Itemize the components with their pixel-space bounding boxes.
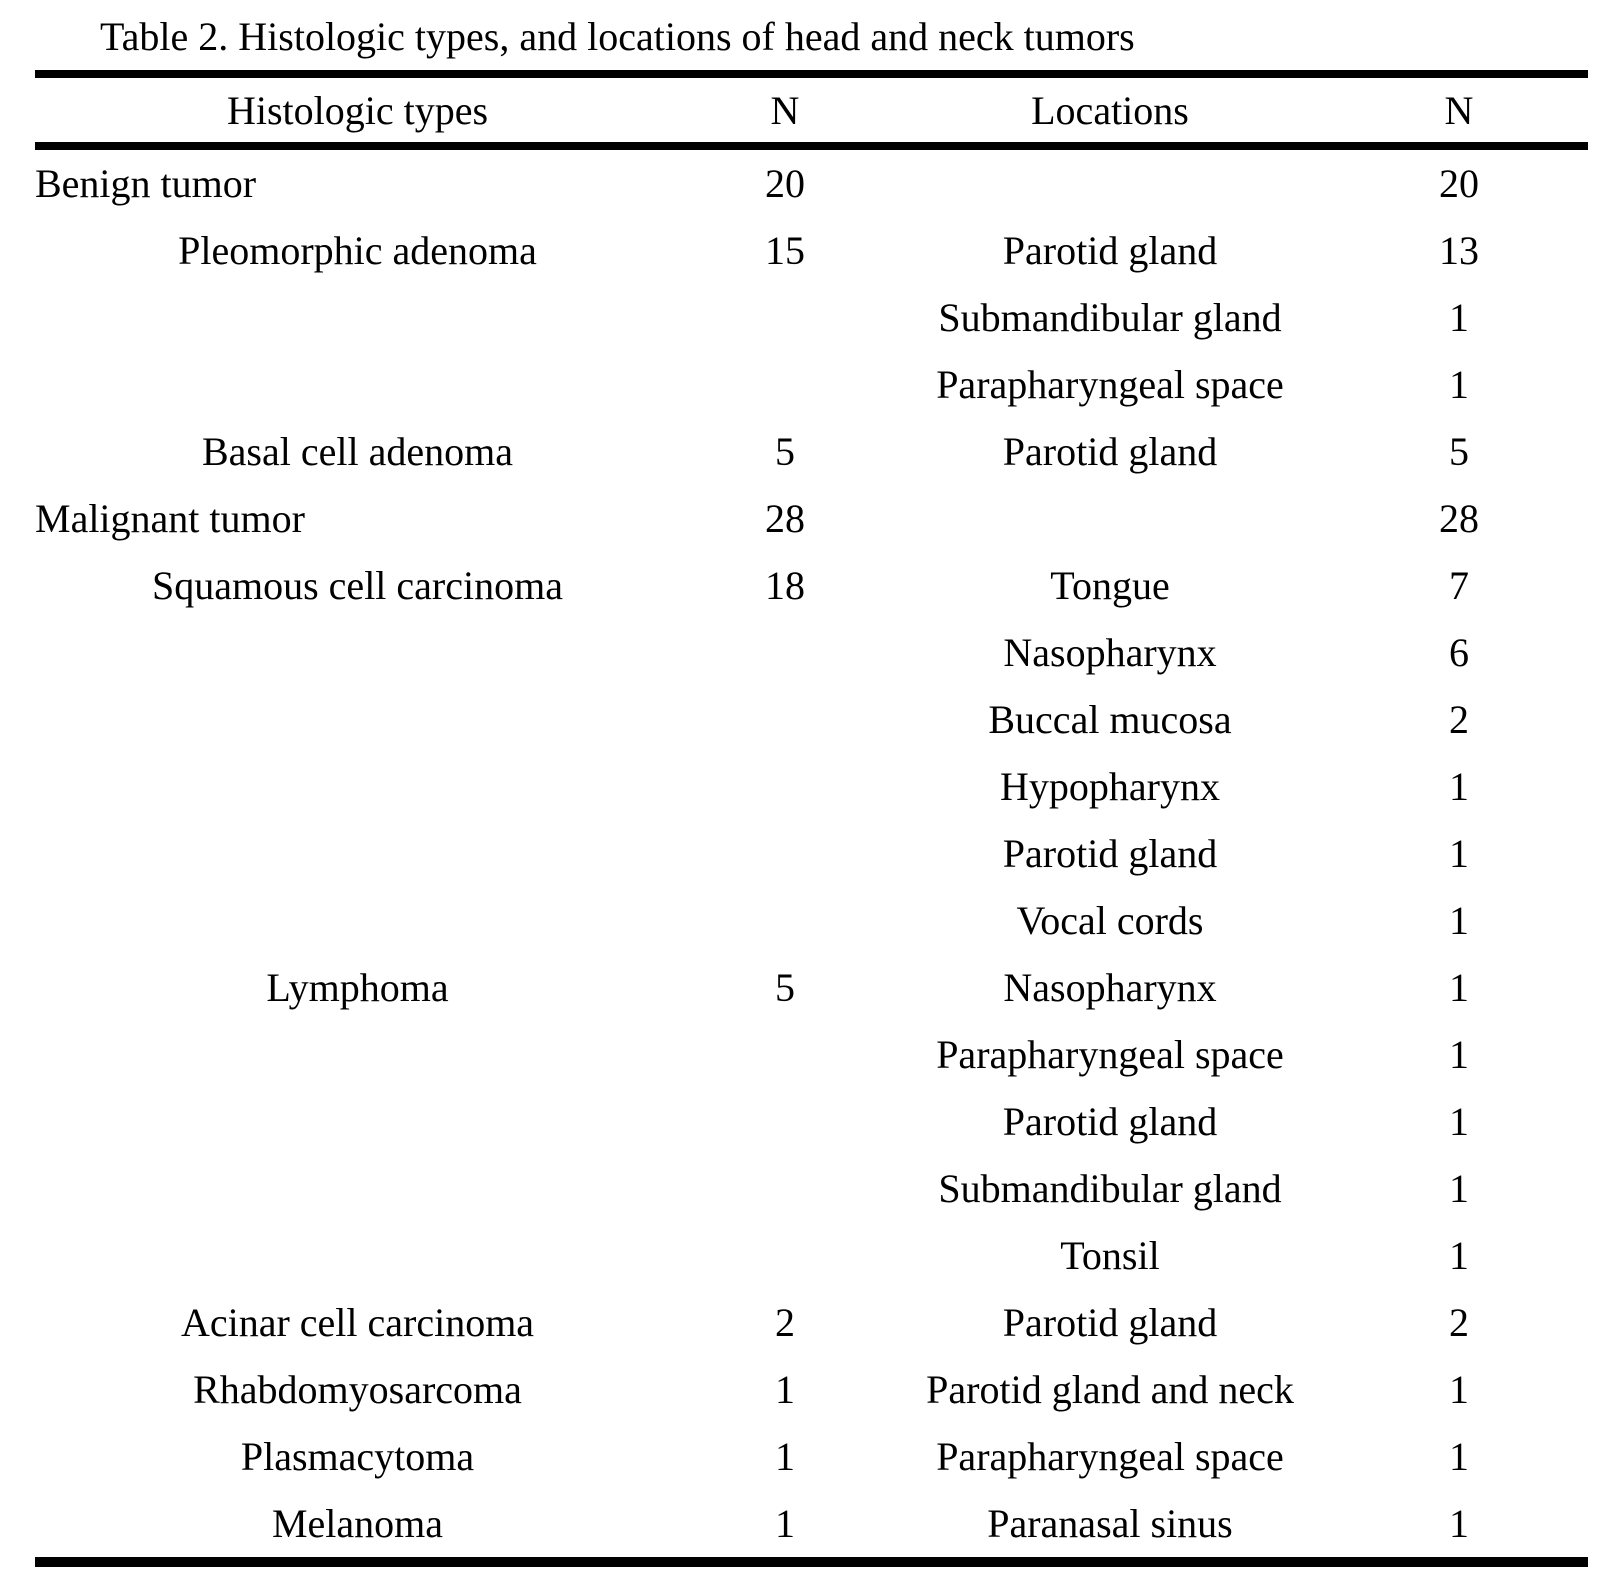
cell-location: Parotid gland: [1002, 228, 1218, 273]
cell-n: [680, 686, 890, 753]
table-row: [35, 1289, 1588, 1356]
cell-histologic-type: [35, 1088, 680, 1155]
cell-location: Parotid gland: [1002, 429, 1218, 474]
column-header-n: N: [770, 87, 800, 133]
table-row: [35, 552, 1588, 619]
cell-location-n: 1: [1449, 1032, 1469, 1077]
cell-location: Submandibular gland: [938, 1166, 1282, 1211]
cell-location: Paranasal sinus: [987, 1501, 1233, 1546]
cell-location-n: 20: [1439, 161, 1479, 206]
table-row: [35, 1490, 1588, 1562]
cell-location-n: 1: [1449, 1233, 1469, 1278]
table-row: [35, 284, 1588, 351]
table-row: [35, 686, 1588, 753]
cell-location: Parapharyngeal space: [936, 1434, 1284, 1479]
cell-location: Tongue: [1050, 563, 1170, 608]
cell-n: [680, 1222, 890, 1289]
cell-n: 1: [775, 1367, 795, 1412]
cell-location: [890, 146, 1330, 217]
cell-n: 1: [775, 1501, 795, 1546]
cell-n: 28: [765, 496, 805, 541]
table-row: [35, 820, 1588, 887]
cell-histologic-type: Malignant tumor: [35, 496, 305, 541]
table-row: [35, 954, 1588, 1021]
cell-histologic-type: Rhabdomyosarcoma: [193, 1367, 522, 1412]
cell-n: [680, 1021, 890, 1088]
table-row: [35, 351, 1588, 418]
cell-n: 18: [765, 563, 805, 608]
table-row: [35, 1356, 1588, 1423]
cell-histologic-type: [35, 887, 680, 954]
table-row: [35, 1088, 1588, 1155]
cell-n: 1: [775, 1434, 795, 1479]
table-row: [35, 485, 1588, 552]
cell-histologic-type: [35, 351, 680, 418]
cell-histologic-type: Benign tumor: [35, 161, 257, 206]
cell-histologic-type: Lymphoma: [266, 965, 449, 1010]
cell-location: Nasopharynx: [1003, 965, 1217, 1010]
histology-table: [35, 70, 1588, 1567]
table-row: [35, 418, 1588, 485]
cell-n: [680, 887, 890, 954]
cell-location-n: 1: [1449, 1501, 1469, 1546]
cell-location-n: 1: [1449, 764, 1469, 809]
cell-n: 15: [765, 228, 805, 273]
cell-histologic-type: [35, 820, 680, 887]
table-row: [35, 887, 1588, 954]
cell-n: [680, 753, 890, 820]
cell-location-n: 13: [1439, 228, 1479, 273]
cell-histologic-type: Basal cell adenoma: [202, 429, 513, 474]
column-header-histologic-types: Histologic types: [226, 87, 489, 133]
cell-n: [680, 1155, 890, 1222]
cell-n: 2: [775, 1300, 795, 1345]
table-row: [35, 146, 1588, 217]
column-header-locations: Locations: [1031, 87, 1189, 133]
table-title: Table 2. Histologic types, and locations of head and neck tumors: [100, 14, 1135, 59]
table-body: [35, 146, 1588, 1562]
table-row: [35, 1222, 1588, 1289]
cell-location: Parotid gland: [1002, 831, 1218, 876]
cell-location: Parotid gland and neck: [926, 1367, 1294, 1412]
cell-histologic-type: Squamous cell carcinoma: [152, 563, 563, 608]
cell-location: Vocal cords: [1016, 898, 1204, 943]
cell-location-n: 1: [1449, 295, 1469, 340]
cell-n: [680, 284, 890, 351]
cell-location-n: 1: [1449, 1434, 1469, 1479]
cell-histologic-type: [35, 1222, 680, 1289]
column-header-n2: N: [1444, 87, 1474, 133]
cell-location-n: 28: [1439, 496, 1479, 541]
table-header-row: [35, 74, 1588, 146]
table-row: [35, 753, 1588, 820]
cell-histologic-type: [35, 619, 680, 686]
cell-location: Parapharyngeal space: [936, 1032, 1284, 1077]
cell-location-n: 6: [1449, 630, 1469, 675]
cell-histologic-type: [35, 1021, 680, 1088]
cell-location-n: 7: [1449, 563, 1469, 608]
cell-histologic-type: Melanoma: [271, 1501, 444, 1546]
cell-histologic-type: Acinar cell carcinoma: [180, 1300, 535, 1345]
cell-location-n: 1: [1449, 362, 1469, 407]
cell-location: Submandibular gland: [938, 295, 1282, 340]
cell-n: [680, 619, 890, 686]
cell-n: 5: [775, 965, 795, 1010]
cell-histologic-type: Plasmacytoma: [240, 1434, 475, 1479]
cell-n: [680, 1088, 890, 1155]
cell-location: Parotid gland: [1002, 1099, 1218, 1144]
cell-histologic-type: [35, 1155, 680, 1222]
table-header: [35, 74, 1588, 146]
cell-location-n: 1: [1449, 831, 1469, 876]
cell-histologic-type: Pleomorphic adenoma: [178, 228, 537, 273]
cell-n: [680, 820, 890, 887]
cell-histologic-type: [35, 753, 680, 820]
cell-location: Parapharyngeal space: [936, 362, 1284, 407]
cell-n: [680, 351, 890, 418]
table-row: [35, 1423, 1588, 1490]
cell-location: [890, 485, 1330, 552]
cell-n: 20: [765, 161, 805, 206]
cell-location: Nasopharynx: [1003, 630, 1217, 675]
cell-location-n: 2: [1449, 697, 1469, 742]
cell-location-n: 1: [1449, 898, 1469, 943]
cell-location-n: 2: [1449, 1300, 1469, 1345]
cell-location: Hypopharynx: [1000, 764, 1220, 809]
cell-location: Buccal mucosa: [988, 697, 1232, 742]
cell-n: 5: [775, 429, 795, 474]
cell-location-n: 1: [1449, 1099, 1469, 1144]
cell-location-n: 1: [1449, 965, 1469, 1010]
cell-location-n: 5: [1449, 429, 1469, 474]
cell-location: Tonsil: [1060, 1233, 1160, 1278]
cell-histologic-type: [35, 686, 680, 753]
table-row: [35, 619, 1588, 686]
cell-location-n: 1: [1449, 1367, 1469, 1412]
cell-histologic-type: [35, 284, 680, 351]
table-row: [35, 1155, 1588, 1222]
table-row: [35, 1021, 1588, 1088]
cell-location-n: 1: [1449, 1166, 1469, 1211]
cell-location: Parotid gland: [1002, 1300, 1218, 1345]
table-row: [35, 217, 1588, 284]
